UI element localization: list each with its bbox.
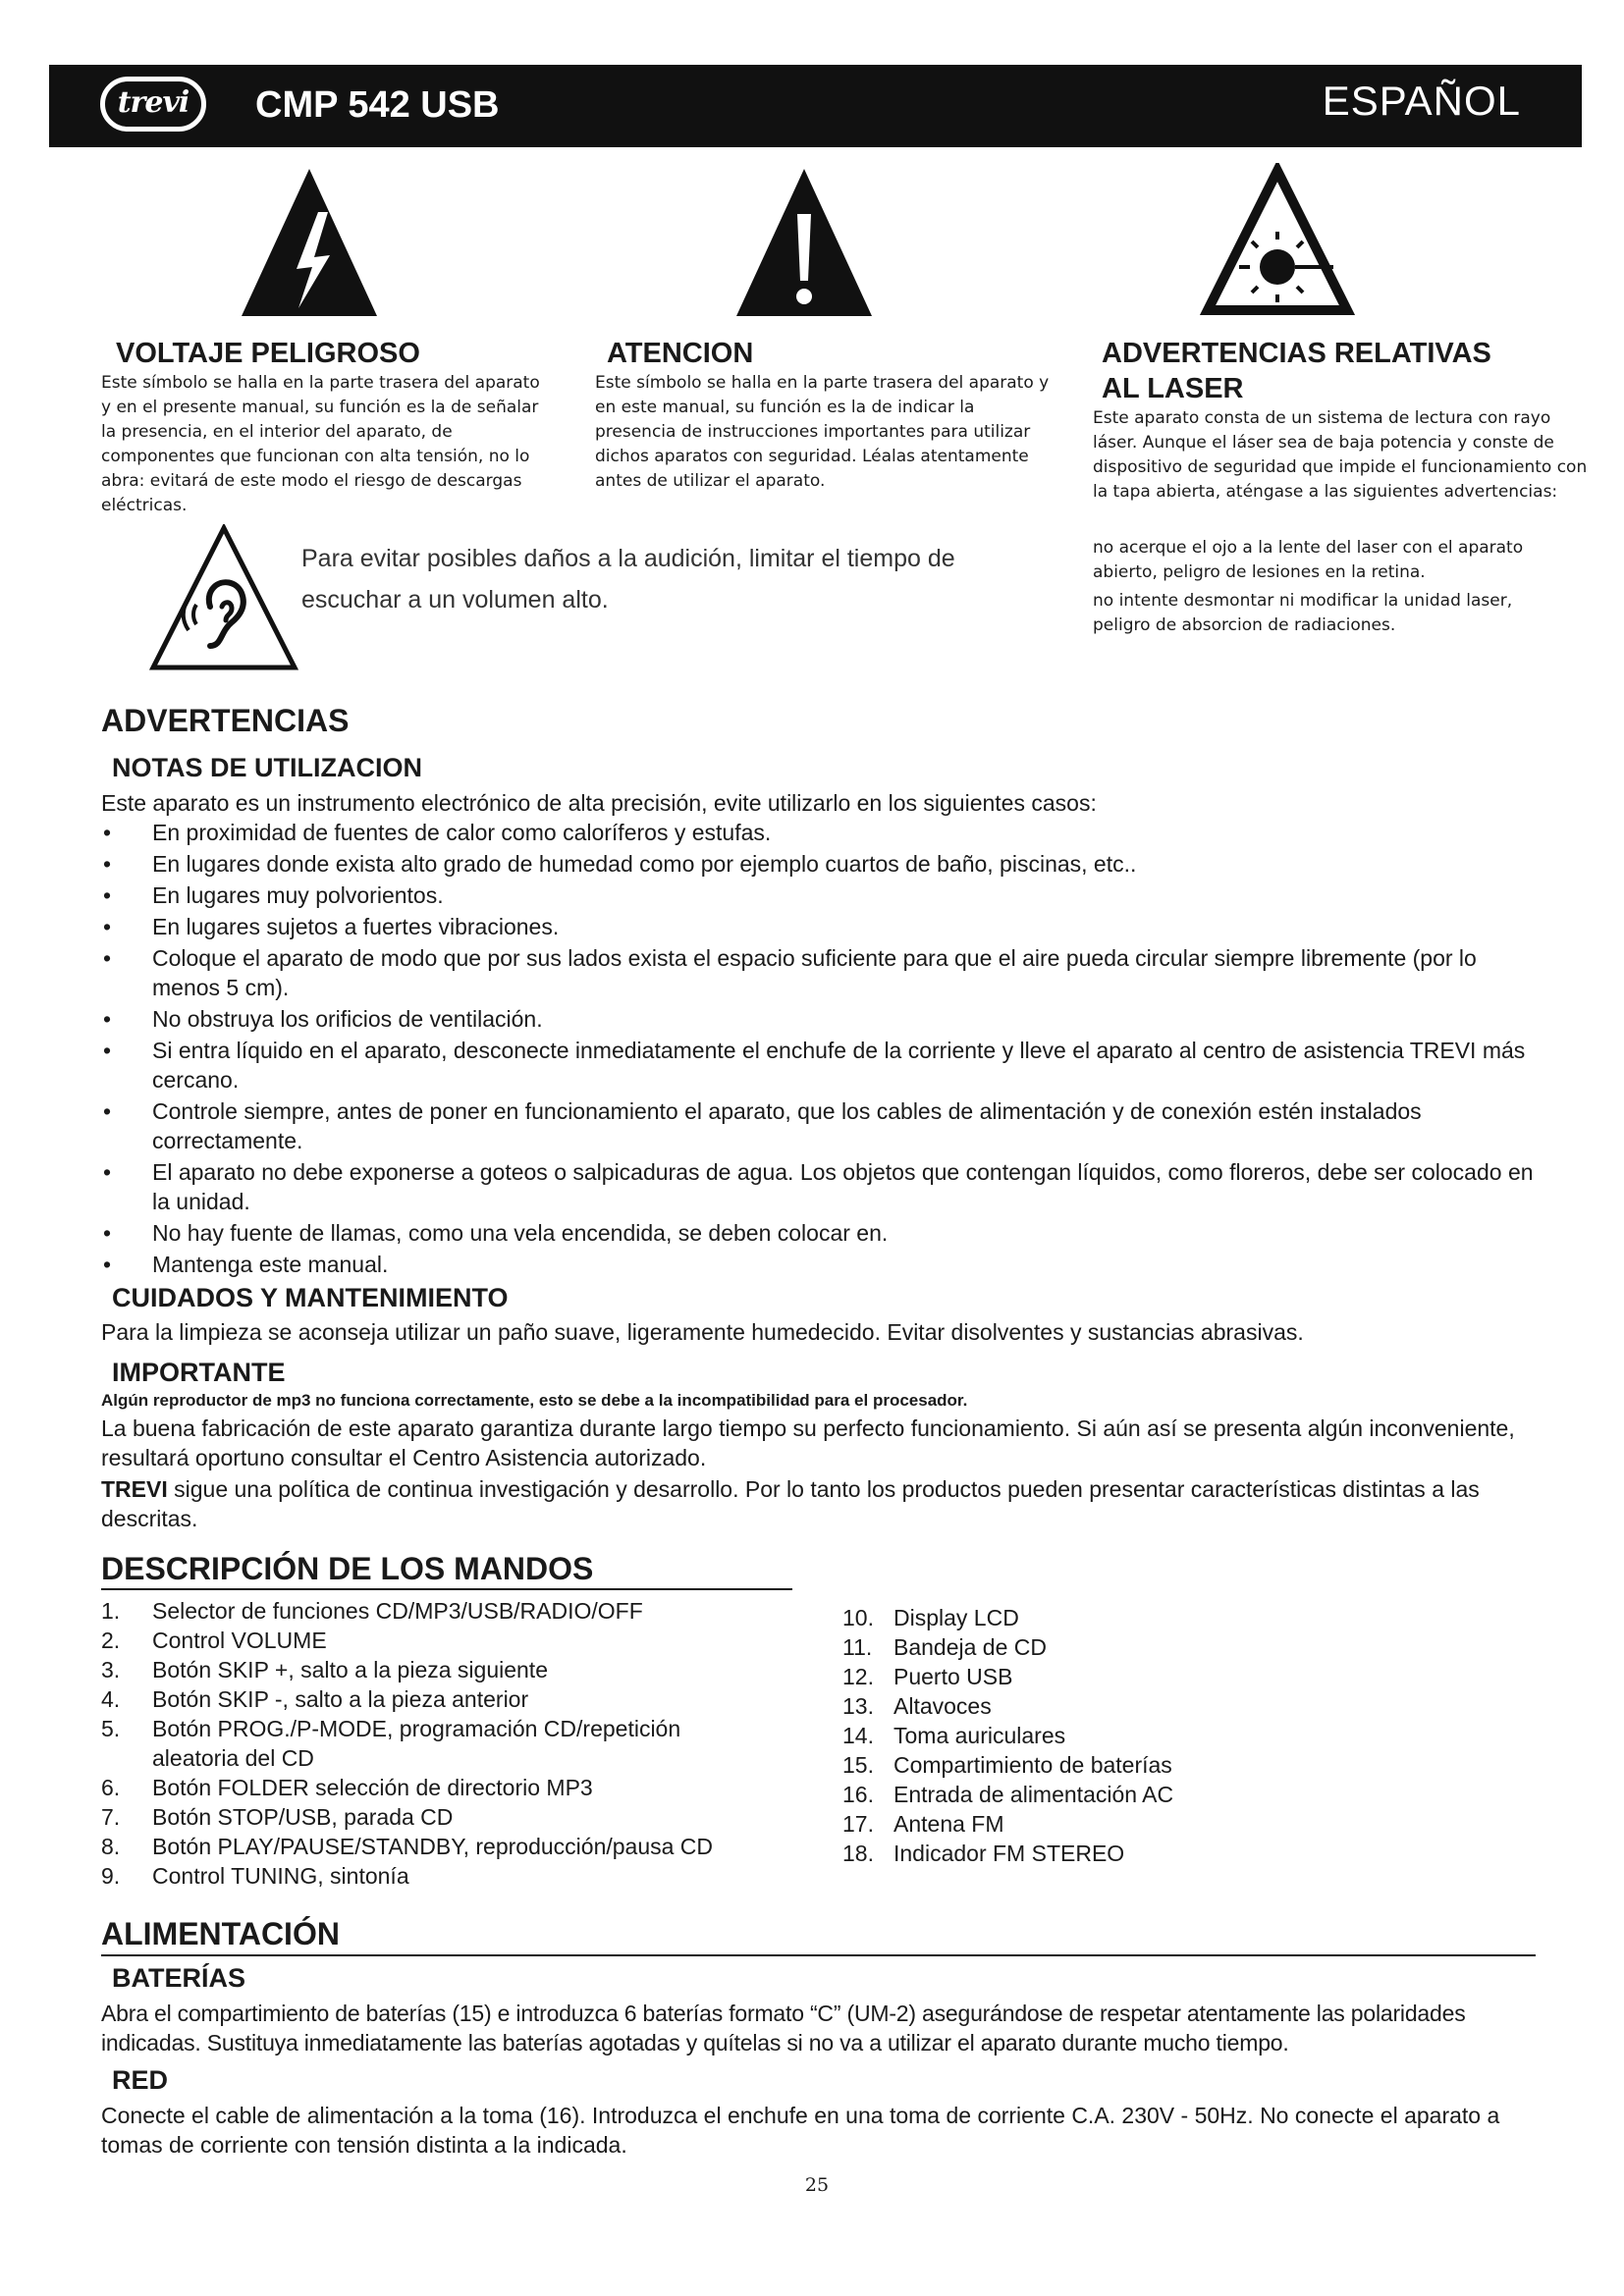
control-label: Bandeja de CD bbox=[893, 1634, 1047, 1660]
controls-list-right bbox=[842, 1603, 1432, 1868]
control-label: Botón PROG./P-MODE, programación CD/repetición aleatoria del CD bbox=[152, 1716, 681, 1771]
baterias-title: BATERÍAS bbox=[112, 1963, 246, 1993]
control-number: 8. bbox=[101, 1834, 121, 1859]
control-number: 7. bbox=[101, 1804, 121, 1830]
control-number: 11. bbox=[842, 1634, 873, 1660]
red-title: RED bbox=[112, 2065, 169, 2095]
control-item bbox=[101, 1684, 808, 1714]
list-item: • Mantenga este manual. bbox=[101, 1250, 1544, 1279]
list-item: • No hay fuente de llamas, como una vela encendida, se deben colocar en. bbox=[101, 1218, 1544, 1248]
trevi-policy-text bbox=[101, 1474, 1554, 1533]
control-number: 15. bbox=[842, 1752, 874, 1778]
control-item bbox=[101, 1714, 761, 1773]
list-item: • En lugares muy polvorientos. bbox=[101, 881, 1544, 910]
attention-text: Este símbolo se halla en la parte trasera del aparato y en este manual, su función es la de indicar la presencia de instrucciones importantes para utilizar dichos aparatos con seguridad. Léalas atentamente antes de utilizar el aparato. bbox=[595, 373, 1050, 491]
voltage-title: VOLTAJE PELIGROSO bbox=[116, 338, 420, 369]
cuidados-title: CUIDADOS Y MANTENIMIENTO bbox=[112, 1283, 509, 1312]
control-number: 2. bbox=[101, 1628, 121, 1653]
laser-warning-1: no acerque el ojo a la lente del laser con el aparato abierto, peligro de lesiones en la retina. bbox=[1093, 538, 1524, 582]
control-label: Antena FM bbox=[893, 1811, 1004, 1837]
model-name: CMP 542 USB bbox=[255, 84, 500, 126]
trevi-logo: trevi bbox=[100, 77, 206, 132]
laser-title-line1: ADVERTENCIAS RELATIVAS bbox=[1102, 338, 1491, 369]
list-item: • Si entra líquido en el aparato, desconecte inmediatamente el enchufe de la corriente y lleve el aparato al centro de asistencia TREVI más cercano. bbox=[101, 1036, 1544, 1095]
list-item: • En lugares donde exista alto grado de humedad como por ejemplo cuartos de baño, piscinas, etc.. bbox=[101, 849, 1544, 879]
control-label: Botón PLAY/PAUSE/STANDBY, reproducción/pausa CD bbox=[152, 1834, 714, 1859]
controls-list-left bbox=[101, 1596, 808, 1891]
alimentacion-title: ALIMENTACIÓN bbox=[101, 1916, 340, 1951]
control-number: 13. bbox=[842, 1693, 874, 1719]
laser-text: Este aparato consta de un sistema de lectura con rayo láser. Aunque el láser sea de baja potencia y conste de dispositivo de seguridad que impide el funcionamiento con la tapa abierta, aténgase a las siguientes advertencias: bbox=[1093, 408, 1588, 502]
list-item: • No obstruya los orificios de ventilación. bbox=[101, 1004, 1544, 1034]
high-voltage-icon bbox=[238, 165, 381, 320]
control-item bbox=[101, 1655, 808, 1684]
notas-title: NOTAS DE UTILIZACION bbox=[112, 753, 422, 782]
control-item bbox=[842, 1662, 1432, 1691]
control-number: 3. bbox=[101, 1657, 121, 1682]
attention-icon bbox=[732, 165, 876, 320]
control-label: Compartimiento de baterías bbox=[893, 1752, 1172, 1778]
control-number: 5. bbox=[101, 1716, 121, 1741]
importante-title: IMPORTANTE bbox=[112, 1358, 286, 1387]
control-item bbox=[101, 1832, 808, 1861]
control-item bbox=[842, 1691, 1432, 1721]
control-item bbox=[101, 1626, 808, 1655]
trevi-brand-bold: TREVI bbox=[101, 1476, 168, 1502]
control-item bbox=[842, 1750, 1432, 1780]
control-label: Display LCD bbox=[893, 1605, 1019, 1630]
notas-intro: Este aparato es un instrumento electrónico de alta precisión, evite utilizarlo en los siguientes casos: bbox=[101, 790, 1097, 816]
control-label: Toma auriculares bbox=[893, 1723, 1066, 1748]
attention-title: ATENCION bbox=[607, 338, 754, 369]
importante-bold-note: Algún reproductor de mp3 no funciona correctamente, esto se debe a la incompatibilidad para el procesador. bbox=[101, 1391, 968, 1410]
control-label: Botón SKIP -, salto a la pieza anterior bbox=[152, 1686, 529, 1712]
control-number: 6. bbox=[101, 1775, 121, 1800]
list-item: • Controle siempre, antes de poner en funcionamiento el aparato, que los cables de alimentación y de conexión estén instalados correctamente. bbox=[101, 1096, 1544, 1155]
control-label: Entrada de alimentación AC bbox=[893, 1782, 1174, 1807]
control-label: Botón STOP/USB, parada CD bbox=[152, 1804, 454, 1830]
control-item bbox=[842, 1603, 1432, 1632]
control-label: Puerto USB bbox=[893, 1664, 1013, 1689]
alimentacion-divider bbox=[101, 1954, 1536, 1956]
laser-title-line2: AL LASER bbox=[1102, 373, 1244, 404]
control-number: 9. bbox=[101, 1863, 121, 1889]
control-label: Control TUNING, sintonía bbox=[152, 1863, 409, 1889]
control-item bbox=[101, 1802, 808, 1832]
advertencias-title: ADVERTENCIAS bbox=[101, 703, 350, 738]
list-item: • El aparato no debe exponerse a goteos o salpicaduras de agua. Los objetos que contengan líquidos, como floreros, debe ser colocado en la unidad. bbox=[101, 1157, 1544, 1216]
control-item bbox=[842, 1721, 1432, 1750]
trevi-policy-rest: sigue una política de continua investigación y desarrollo. Por lo tanto los productos pueden presentar características distintas a las descritas. bbox=[101, 1476, 1480, 1531]
control-label: Selector de funciones CD/MP3/USB/RADIO/OFF bbox=[152, 1598, 643, 1624]
baterias-text: Abra el compartimiento de baterías (15) e introduzca 6 baterías formato “C” (UM-2) asegurándose de respetar atentamente las polaridades indicadas. Sustituya inmediatamente las baterías agotadas y quítelas si no va a utilizar el aparato durante mucho tiempo. bbox=[101, 2001, 1466, 2056]
red-text: Conecte el cable de alimentación a la toma (16). Introduzca el enchufe en una toma de corriente C.A. 230V - 50Hz. No conecte el aparato a tomas de corriente con tensión distinta a la indicada. bbox=[101, 2103, 1500, 2158]
control-number: 10. bbox=[842, 1605, 874, 1630]
control-number: 12. bbox=[842, 1664, 874, 1689]
control-item bbox=[101, 1773, 808, 1802]
control-number: 4. bbox=[101, 1686, 121, 1712]
control-item bbox=[842, 1632, 1432, 1662]
control-item bbox=[101, 1596, 808, 1626]
page-number: 25 bbox=[804, 2174, 830, 2196]
control-item bbox=[842, 1780, 1432, 1809]
control-item bbox=[842, 1839, 1432, 1868]
laser-warning-2: no intente desmontar ni modificar la unidad laser, peligro de absorcion de radiaciones. bbox=[1093, 591, 1513, 635]
laser-warning-icon bbox=[1200, 163, 1355, 318]
control-label: Botón FOLDER selección de directorio MP3 bbox=[152, 1775, 593, 1800]
list-item: • En proximidad de fuentes de calor como caloríferos y estufas. bbox=[101, 818, 1544, 847]
control-label: Control VOLUME bbox=[152, 1628, 327, 1653]
list-item: • En lugares sujetos a fuertes vibraciones. bbox=[101, 912, 1544, 941]
hearing-warning-text: Para evitar posibles daños a la audición, limitar el tiempo de escuchar a un volumen alto. bbox=[301, 545, 955, 614]
control-number: 16. bbox=[842, 1782, 874, 1807]
control-number: 1. bbox=[101, 1598, 121, 1624]
voltage-text: Este símbolo se halla en la parte trasera del aparato y en el presente manual, su función es la de señalar la presencia, en el interior del aparato, de componentes que funcionan con alta tensión, no lo abra: evitará de este modo el riesgo de descargas eléctricas. bbox=[101, 373, 540, 515]
notas-list bbox=[101, 818, 1544, 1281]
cuidados-text: Para la limpieza se aconseja utilizar un paño suave, ligeramente humedecido. Evitar disolventes y sustancias abrasivas. bbox=[101, 1319, 1304, 1345]
language-label: ESPAÑOL bbox=[1322, 78, 1521, 124]
control-number: 14. bbox=[842, 1723, 874, 1748]
header-bar bbox=[49, 65, 1582, 147]
importante-text: La buena fabricación de este aparato garantiza durante largo tiempo su perfecto funcionamiento. Si aún así se presenta algún inconveniente, resultará oportuno consultar el Centro Asistencia autorizado. bbox=[101, 1415, 1515, 1470]
control-label: Botón SKIP +, salto a la pieza siguiente bbox=[152, 1657, 548, 1682]
list-item: • Coloque el aparato de modo que por sus lados exista el espacio suficiente para que el aire pueda circular siempre libremente (por lo menos 5 cm). bbox=[101, 943, 1544, 1002]
hearing-warning-icon bbox=[149, 524, 298, 673]
control-number: 18. bbox=[842, 1841, 874, 1866]
control-label: Altavoces bbox=[893, 1693, 992, 1719]
control-item bbox=[842, 1809, 1432, 1839]
control-number: 17. bbox=[842, 1811, 874, 1837]
control-item bbox=[101, 1861, 808, 1891]
mandos-divider bbox=[101, 1588, 792, 1590]
mandos-title: DESCRIPCIÓN DE LOS MANDOS bbox=[101, 1551, 594, 1586]
control-label: Indicador FM STEREO bbox=[893, 1841, 1125, 1866]
